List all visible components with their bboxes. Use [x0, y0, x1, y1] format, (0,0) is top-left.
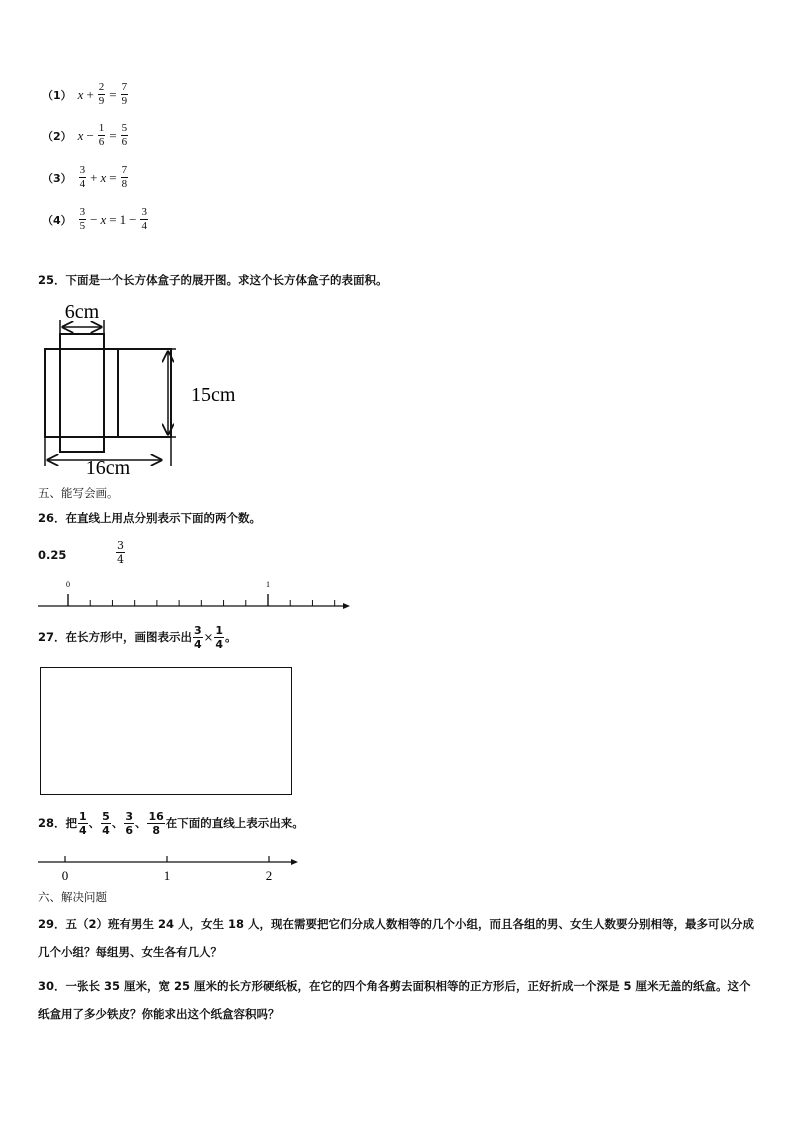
fraction: $\frac{3}{6}$	[125, 809, 133, 837]
equation-label: （1）	[42, 88, 72, 102]
fraction: $\frac{3}{4}$	[194, 623, 202, 651]
fraction: $\frac{1}{6}$	[98, 122, 105, 148]
equals-sign: =	[109, 211, 117, 227]
net-outline	[45, 349, 171, 437]
number-line-q28	[36, 854, 306, 884]
fraction: $\frac{7}{9}$	[121, 81, 128, 107]
variable-x: x	[100, 211, 107, 227]
section-6-heading: 六、解决问题	[38, 890, 107, 904]
operator: +	[90, 169, 98, 185]
operator: +	[86, 86, 94, 102]
question-25: 25．下面是一个长方体盒子的展开图。求这个长方体盒子的表面积。	[38, 273, 388, 287]
equation-2	[42, 123, 129, 148]
question-30: 30．一张长 35 厘米，宽 25 厘米的长方形硬纸板，在它的四个角各剪去面积相等的正方形后，正好折成一个深是 5 厘米无盖的纸盒。这个纸盒用了多少铁皮？你能求出这个纸盒容积吗？	[38, 979, 751, 1021]
fraction: $\frac{5}{6}$	[121, 122, 128, 148]
fraction: $\frac{1}{4}$	[215, 623, 223, 651]
fraction: $\frac{3}{4}$	[141, 206, 147, 232]
equals-sign: =	[109, 169, 117, 185]
operator: −	[86, 127, 94, 143]
variable-x: x	[77, 86, 84, 102]
equation-label: （4）	[42, 213, 72, 227]
operator: −	[90, 211, 98, 227]
tick-label-0: 0	[66, 580, 70, 589]
box-net-diagram	[36, 300, 236, 475]
net-front-panel	[60, 334, 104, 452]
label-16cm: 16cm	[85, 457, 131, 475]
equation-label: （2）	[42, 129, 72, 143]
fraction: $\frac{3}{4}$	[79, 164, 86, 190]
fraction: $\frac{5}{4}$	[102, 809, 110, 837]
fraction: $\frac{3}{5}$	[79, 206, 86, 232]
fraction: $\frac{2}{9}$	[98, 81, 105, 107]
fraction: $\frac{1}{4}$	[79, 809, 87, 837]
number-line-q26	[36, 578, 356, 612]
label-15cm: 15cm	[191, 384, 236, 406]
equation-label: （3）	[42, 171, 72, 185]
number-0-25: 0.25	[38, 548, 67, 562]
fraction-3-4: $\frac{3}{4}$	[117, 539, 124, 566]
equals-sign: =	[109, 127, 117, 143]
question-26: 26．在直线上用点分别表示下面的两个数。	[38, 511, 262, 525]
question-28: 28．把 $\frac{1}{4}$ 、 $\frac{5}{4}$ 、 $\frac{3}{6}$ 、 $\frac{16}{8}$ 在下面的直线上表示出来。	[38, 809, 304, 837]
equals-sign: =	[109, 86, 117, 102]
label-6cm: 6cm	[64, 301, 100, 323]
variable-x: x	[100, 169, 107, 185]
question-29: 29．五（2）班有男生 24 人，女生 18 人，现在需要把它们分成人数相等的几个小组，而且各组的男、女生人数要分别相等，最多可以分成几个小组？每组男、女生各有几人？	[38, 917, 755, 959]
equation-1	[42, 82, 129, 107]
tick-label-0: 0	[61, 868, 69, 883]
variable-x: x	[77, 127, 84, 143]
fraction: $\frac{7}{8}$	[121, 164, 128, 190]
fraction: $\frac{16}{8}$	[148, 809, 164, 837]
section-5-heading: 五、能写会画。	[38, 486, 119, 500]
operator: −	[129, 211, 137, 227]
tick-marks	[68, 594, 335, 606]
number-one: 1	[119, 211, 127, 227]
tick-label-1: 1	[163, 868, 171, 883]
tick-label-1: 1	[266, 580, 270, 589]
equation-4	[42, 207, 149, 232]
equation-3	[42, 165, 129, 190]
drawing-rectangle[interactable]	[40, 667, 292, 795]
tick-label-2: 2	[265, 868, 273, 883]
question-27: 27．在长方形中，画图表示出 $\frac{3}{4}$ × $\frac{1}{4}$ 。	[38, 623, 237, 651]
